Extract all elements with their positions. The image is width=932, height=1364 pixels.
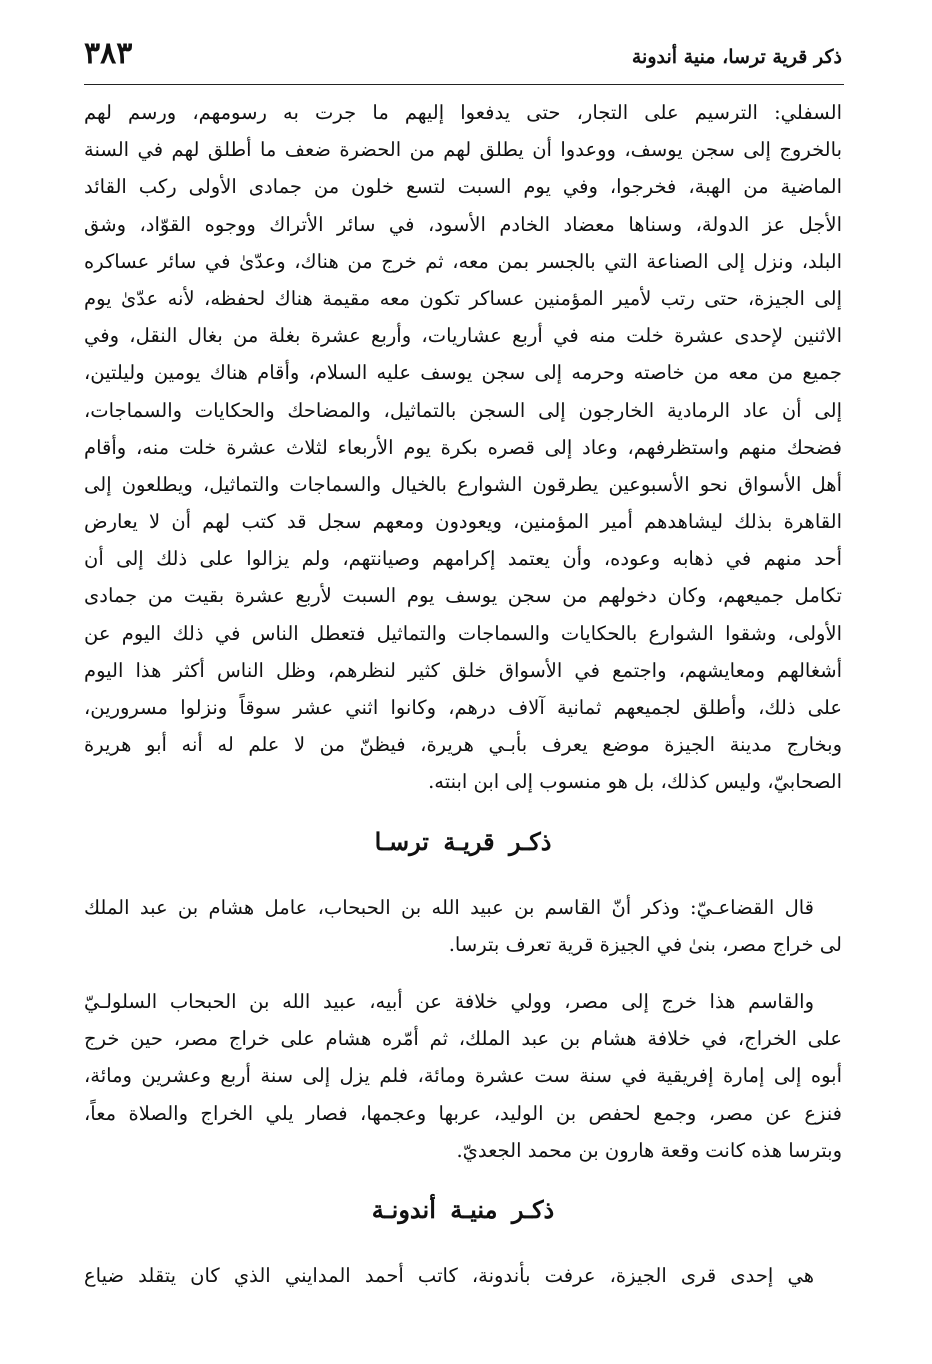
text-line: الاثنين لإحدى عشرة خلت منه في أربع عشاريات، وأربع عشرة بغلة من بغال النقل، وفي bbox=[84, 324, 842, 348]
text-line: الأجل عز الدولة، وسناها معضاد الخادم الأسود، في سائر الأتراك ووجوه القوّاد، وشق bbox=[84, 212, 842, 236]
text-line: إلى أن عاد الرمادية الخارجون إلى السجن بالتماثيل، والمضاحك والحكايات والسماجات، bbox=[84, 398, 842, 422]
tarsa-paragraph-1 bbox=[84, 889, 842, 963]
text-line: الأولى، وشقوا الشوارع بالحكايات والسماجات والتماثيل فتعطل الناس في ذلك اليوم عن bbox=[84, 621, 842, 645]
andouna-paragraph-1 bbox=[84, 1257, 842, 1294]
text-line: بالخروج إلى سجن يوسف، ووعدوا أن يطلق لهم من الحضرة ضعف ما أطلق لهم في السنة bbox=[84, 138, 842, 162]
page-body bbox=[84, 94, 842, 1294]
text-line: على الخراج، في خلافة هشام بن عبد الملك، ثم أمّره هشام على خراج مصر، حين خرج bbox=[84, 1027, 842, 1051]
text-line: هي إحدى قرى الجيزة، عرفت بأندونة، كاتب أحمد المدايني الذي كان يتقلد ضياع bbox=[84, 1263, 814, 1287]
text-line: تكامل جميعهم، وكان دخولهم من سجن يوسف يوم السبت لأربع عشرة بقيت من جمادى bbox=[84, 584, 842, 608]
text-line: السفلي: الترسيم على التجار، حتى يدفعوا إليهم ما جرت به رسومهم، ورسم لهم bbox=[84, 101, 842, 124]
text-line: أهل الأسواق نحو الأسبوعين يطرقون الشوارع بالخيال والسماجات والتماثيل، ويطلعون إلى bbox=[84, 472, 842, 496]
text-line: أشغالهم ومعايشهم، واجتمع في الأسواق خلق كثير لنظرهم، وظل الناس أكثر هذا اليوم bbox=[84, 658, 842, 682]
text-line: أبوه إلى إمارة إفريقية في سنة ست عشرة ومائة، فلم يزل إلى سنة أربع وعشرين ومائة، bbox=[84, 1064, 842, 1088]
section-heading-andouna: ذكـر منيـة أندونـة bbox=[371, 1194, 555, 1224]
text-line: قال القضاعـيّ: وذكر أنّ القاسم بن عبيد الله بن الحبحاب، عامل هشام بن عبد الملك bbox=[84, 895, 814, 919]
text-line: الصحابيّ، وليس كذلك، بل هو منسوب إلى ابن ابنته. bbox=[428, 770, 842, 794]
text-line: جميع من معه من خاصته وحرمه إلى سجن يوسف عليه السلام، وأقام هناك يومين وليلتين، bbox=[84, 361, 842, 385]
main-paragraph bbox=[84, 94, 842, 801]
text-line: القاهرة بذلك ليشاهدهم أمير المؤمنين، ويعودون ومعهم سجل قد كتب لهم أن لا يعارض bbox=[84, 510, 842, 534]
text-line: لى خراج مصر، بنىٰ في الجيزة قرية تعرف بترسا. bbox=[448, 932, 842, 956]
header-divider bbox=[84, 84, 844, 85]
page-header bbox=[84, 30, 842, 82]
text-line: والقاسم هذا خرج إلى مصر، وولي خلافة عن أبيه، عبيد الله بن الحبحاب السلولـيّ bbox=[84, 989, 814, 1013]
text-line: وبترسا هذه كانت وقعة هارون بن محمد الجعديّ. bbox=[456, 1138, 842, 1162]
page-number: ٣٨٣ bbox=[84, 36, 133, 71]
text-line: على ذلك، وأطلق لجميعهم ثمانية آلاف درهم، وكانوا اثني عشر سوقاً ونزلوا مسرورين، bbox=[84, 696, 842, 719]
text-line: الماضية من الهبة، فخرجوا، وفي يوم السبت لتسع خلون من جمادى الأولى ركب القائد bbox=[84, 175, 842, 199]
text-line: البلد، ونزل إلى الصناعة التي بالجسر بمن معه، ثم خرج من هناك، وعدّىٰ في سائر عساكره bbox=[84, 249, 842, 273]
section-heading-tarsa: ذكـر قريـة ترسـا bbox=[374, 826, 552, 856]
text-line: أحد منهم في ذهابه وعوده، وأن يعتمد إكرامهم وصيانتهم، ولم يزالوا على ذلك إلى أن bbox=[84, 547, 842, 571]
text-line: فضحك منهم واستظرفهم، وعاد إلى قصره بكرة يوم الأربعاء لثلاث عشرة خلت منه، وأقام bbox=[84, 435, 842, 459]
text-line: إلى الجيزة، حتى رتب لأمير المؤمنين عساكر تكون معه مقيمة هناك لحفظه، لأنه عدّىٰ يوم bbox=[84, 286, 842, 310]
text-line: وبخارج مدينة الجيزة موضع يعرف بأبـي هريرة، فيظنّ من لا علم له أنه أبو هريرة bbox=[84, 733, 842, 757]
text-line: فنزع عن مصر، وجمع لحفص بن الوليد، عربها وعجمها، فصار يلي الخراج والصلاة معاً، bbox=[84, 1101, 842, 1125]
running-title: ذكر قرية ترسا، منية أندونة bbox=[631, 46, 842, 68]
tarsa-paragraph-2 bbox=[84, 983, 842, 1169]
